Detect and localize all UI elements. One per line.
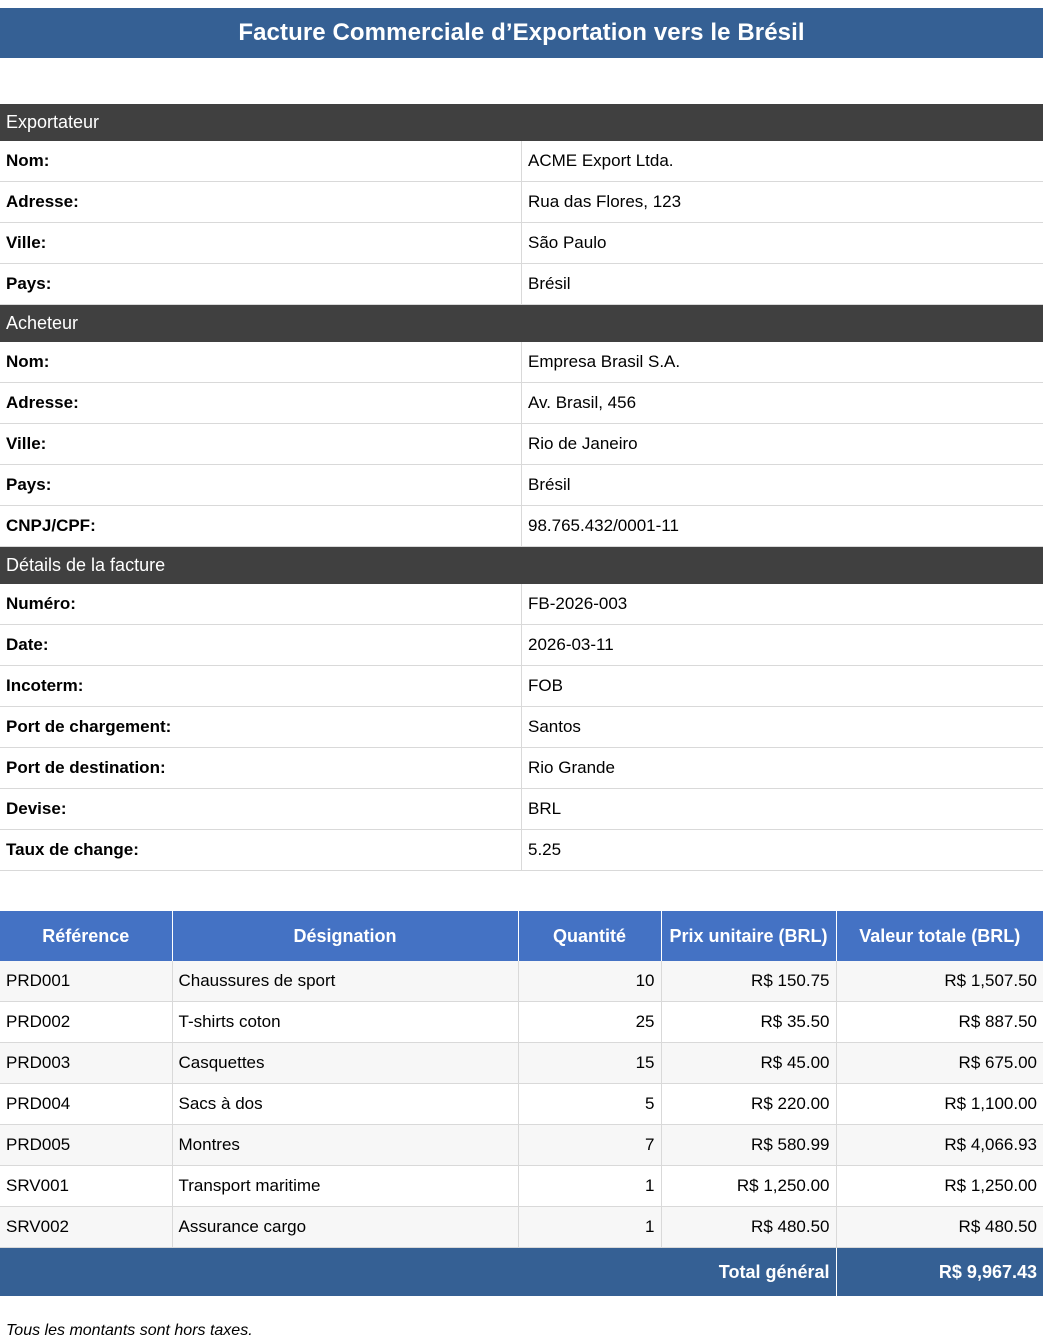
- items-table-header-row: [0, 911, 1043, 961]
- table-row: [0, 141, 1043, 182]
- column-header-reference: Référence: [0, 911, 172, 961]
- cell-total-value: R$ 4,066.93: [836, 1125, 1043, 1166]
- cell-quantity: 5: [518, 1084, 661, 1125]
- cell-total-value: R$ 675.00: [836, 1043, 1043, 1084]
- cell-quantity: 10: [518, 961, 661, 1002]
- field-label: Pays:: [0, 264, 522, 305]
- cell-total-value: R$ 887.50: [836, 1002, 1043, 1043]
- document-title-banner: [0, 8, 1043, 58]
- table-row: [0, 465, 1043, 506]
- field-value: Santos: [522, 707, 1043, 748]
- table-row: [0, 789, 1043, 830]
- cell-designation: Transport maritime: [172, 1166, 518, 1207]
- table-row: [0, 830, 1043, 871]
- cell-quantity: 15: [518, 1043, 661, 1084]
- field-value: São Paulo: [522, 223, 1043, 264]
- section-header-acheteur: [0, 305, 1043, 343]
- table-row: [0, 1002, 1043, 1043]
- cell-quantity: 1: [518, 1207, 661, 1248]
- column-header-quantity: Quantité: [518, 911, 661, 961]
- cell-reference: PRD001: [0, 961, 172, 1002]
- table-row: [0, 1166, 1043, 1207]
- field-label: Adresse:: [0, 182, 522, 223]
- cell-total-value: R$ 1,507.50: [836, 961, 1043, 1002]
- cell-unit-price: R$ 1,250.00: [661, 1166, 836, 1207]
- field-value: Rua das Flores, 123: [522, 182, 1043, 223]
- field-value: Rio de Janeiro: [522, 424, 1043, 465]
- cell-total-value: R$ 1,100.00: [836, 1084, 1043, 1125]
- field-value: Rio Grande: [522, 748, 1043, 789]
- cell-total-value: R$ 1,250.00: [836, 1166, 1043, 1207]
- cell-quantity: 1: [518, 1166, 661, 1207]
- field-value: Brésil: [522, 465, 1043, 506]
- cell-reference: PRD004: [0, 1084, 172, 1125]
- field-value: FOB: [522, 666, 1043, 707]
- table-row: [0, 264, 1043, 305]
- table-row: [0, 584, 1043, 625]
- field-label: Numéro:: [0, 584, 522, 625]
- cell-unit-price: R$ 480.50: [661, 1207, 836, 1248]
- field-value: 98.765.432/0001-11: [522, 506, 1043, 547]
- page-title: Facture Commerciale d’Exportation vers le Brésil: [238, 19, 805, 46]
- table-row: [0, 342, 1043, 383]
- cell-unit-price: R$ 45.00: [661, 1043, 836, 1084]
- cell-designation: Chaussures de sport: [172, 961, 518, 1002]
- grand-total-row: [0, 1248, 1043, 1297]
- field-label: Port de destination:: [0, 748, 522, 789]
- table-row: [0, 961, 1043, 1002]
- table-row: [0, 1207, 1043, 1248]
- field-label: Nom:: [0, 342, 522, 383]
- field-label: CNPJ/CPF:: [0, 506, 522, 547]
- cell-unit-price: R$ 220.00: [661, 1084, 836, 1125]
- field-value: 5.25: [522, 830, 1043, 871]
- section-header-label: Exportateur: [0, 104, 1043, 141]
- cell-reference: PRD005: [0, 1125, 172, 1166]
- field-value: Empresa Brasil S.A.: [522, 342, 1043, 383]
- field-label: Ville:: [0, 223, 522, 264]
- cell-quantity: 7: [518, 1125, 661, 1166]
- section-header-label: Acheteur: [0, 305, 1043, 343]
- party-and-invoice-details-table: [0, 104, 1043, 871]
- field-value: Brésil: [522, 264, 1043, 305]
- field-label: Incoterm:: [0, 666, 522, 707]
- line-items-table: [0, 911, 1043, 1296]
- cell-designation: Montres: [172, 1125, 518, 1166]
- field-label: Port de chargement:: [0, 707, 522, 748]
- field-label: Date:: [0, 625, 522, 666]
- cell-designation: Casquettes: [172, 1043, 518, 1084]
- field-label: Pays:: [0, 465, 522, 506]
- cell-reference: SRV002: [0, 1207, 172, 1248]
- field-value: Av. Brasil, 456: [522, 383, 1043, 424]
- cell-quantity: 25: [518, 1002, 661, 1043]
- table-row: [0, 1084, 1043, 1125]
- table-row: [0, 223, 1043, 264]
- field-label: Nom:: [0, 141, 522, 182]
- cell-reference: PRD002: [0, 1002, 172, 1043]
- field-label: Ville:: [0, 424, 522, 465]
- table-row: [0, 1125, 1043, 1166]
- table-row: [0, 424, 1043, 465]
- cell-total-value: R$ 480.50: [836, 1207, 1043, 1248]
- section-header-label: Détails de la facture: [0, 547, 1043, 585]
- cell-unit-price: R$ 150.75: [661, 961, 836, 1002]
- cell-reference: SRV001: [0, 1166, 172, 1207]
- table-row: [0, 666, 1043, 707]
- table-row: [0, 383, 1043, 424]
- table-row: [0, 182, 1043, 223]
- field-value: BRL: [522, 789, 1043, 830]
- cell-designation: T-shirts coton: [172, 1002, 518, 1043]
- cell-designation: Assurance cargo: [172, 1207, 518, 1248]
- table-row: [0, 707, 1043, 748]
- grand-total-value: R$ 9,967.43: [836, 1248, 1043, 1297]
- column-header-unit-price: Prix unitaire (BRL): [661, 911, 836, 961]
- field-value: FB-2026-003: [522, 584, 1043, 625]
- table-row: [0, 506, 1043, 547]
- cell-unit-price: R$ 580.99: [661, 1125, 836, 1166]
- field-value: 2026-03-11: [522, 625, 1043, 666]
- table-row: [0, 625, 1043, 666]
- column-header-total-value: Valeur totale (BRL): [836, 911, 1043, 961]
- cell-unit-price: R$ 35.50: [661, 1002, 836, 1043]
- column-header-designation: Désignation: [172, 911, 518, 961]
- field-label: Devise:: [0, 789, 522, 830]
- field-label: Adresse:: [0, 383, 522, 424]
- section-header-exportateur: [0, 104, 1043, 141]
- section-header-invoice-details: [0, 547, 1043, 585]
- cell-designation: Sacs à dos: [172, 1084, 518, 1125]
- footer-note: Tous les montants sont hors taxes.: [6, 1322, 253, 1339]
- table-row: [0, 748, 1043, 789]
- field-value: ACME Export Ltda.: [522, 141, 1043, 182]
- field-label: Taux de change:: [0, 830, 522, 871]
- cell-reference: PRD003: [0, 1043, 172, 1084]
- grand-total-label: Total général: [0, 1248, 836, 1297]
- table-row: [0, 1043, 1043, 1084]
